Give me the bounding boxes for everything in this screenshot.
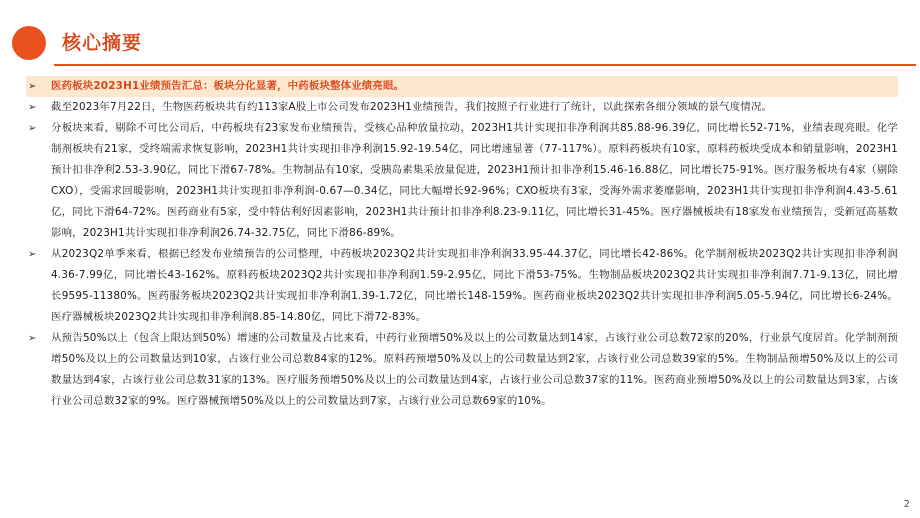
paragraph-text: 分板块来看，剔除不可比公司后，中药板块有23家发布业绩预告，受核心品种放量拉动，2023H1共计实现扣非净利润共85.88-96.39亿，同比增长52-71%，业绩表现亮眼。化学制剂板块有21家，受终端需求恢复影响，2023H1共计实现扣非净利润15.92-19.54亿，同比增速显著（77-117%）。原料药板块有10家，原料药板块受成本和销量影响，2023H1预计扣非净利2.53-3.90亿，同比下滑67-78%。生物制品有10家，受胰岛素集采放量促进，2023H1预计扣非净利15.46-16.88亿，同比增长75-91%。医疗服务板块有4家（剔除CXO），受需求回暖影响，2023H1共计实现扣非净利润-0.67—0.34亿，同比大幅增长92-96%；CXO板块有3家，受海外需求萎靡影响，2023H1共计实现扣非净利润4.43-5.61亿，同比下滑64-72%。医药商业有5家，受中特估利好因素影响，2023H1共计预计扣非净利8.23-9.11亿，同比增长31-45%。医疗器械板块有18家发布业绩预告，受新冠高基数影响，2023H1共计实现扣非净利润26.74-32.75亿，同比下滑86-89%。 xyxy=(51,122,898,239)
paragraph-text: 从预告50%以上（包含上限达到50%）增速的公司数量及占比来看，中药行业预增50%及以上的公司数量达到14家，占该行业公司总数72家的20%，行业景气度居首。化学制剂预增50%及以上的公司数量达到10家，占该行业公司总数84家的12%。原料药预增50%及以上的公司数量达到2家，占该行业公司总数39家的5%。生物制品预增50%及以上的公司数量达到4家，占该行业公司总数31家的13%。医疗服务预增50%及以上的公司数量达到4家，占该行业公司总数37家的11%。医药商业预增50%及以上的公司数量达到3家，占该行业公司总数32家的9%。医疗器械预增50%及以上的公司数量达到7家，占该行业公司总数69家的10%。 xyxy=(51,332,898,407)
paragraph-text: 医药板块2023H1业绩预告汇总：板块分化显著，中药板块整体业绩亮眼。 xyxy=(51,80,405,92)
summary-paragraph-q2 xyxy=(26,244,898,328)
summary-content xyxy=(26,76,898,412)
arrow-bullet-icon: ➢ xyxy=(28,123,37,134)
header-divider xyxy=(54,64,916,66)
arrow-bullet-icon: ➢ xyxy=(28,102,37,113)
orange-circle-logo-icon xyxy=(12,26,46,60)
paragraph-text: 截至2023年7月22日，生物医药板块共有约113家A股上市公司发布2023H1业绩预告，我们按照子行业进行了统计，以此探索各细分领域的景气度情况。 xyxy=(51,101,773,113)
paragraph-text: 从2023Q2单季来看，根据已经发布业绩预告的公司整理，中药板块2023Q2共计实现扣非净利润33.95-44.37亿，同比增长42-86%。化学制剂板块2023Q2共计实现扣非净利润4.36-7.99亿，同比增长43-162%。原料药板块2023Q2共计实现扣非净利润1.59-2.95亿，同比下滑53-75%。生物制品板块2023Q2共计实现扣非净利润7.71-9.13亿，同比增长9595-11380%。医药服务板块2023Q2共计实现扣非净利润1.39-1.72亿，同比增长148-159%。医药商业板块2023Q2共计实现扣非净利润5.05-5.94亿，同比增长6-24%。医疗器械板块2023Q2共计实现扣非净利润8.85-14.80亿，同比下滑72-83%。 xyxy=(51,248,898,323)
summary-headline xyxy=(26,76,898,97)
page-number: 2 xyxy=(903,499,910,510)
arrow-bullet-icon: ➢ xyxy=(28,81,37,92)
summary-paragraph-growth-ratio xyxy=(26,328,898,412)
arrow-bullet-icon: ➢ xyxy=(28,249,37,260)
page-header xyxy=(0,0,920,80)
summary-paragraph-overview xyxy=(26,97,898,118)
arrow-bullet-icon: ➢ xyxy=(28,333,37,344)
summary-paragraph-sectors xyxy=(26,118,898,244)
page-title: 核心摘要 xyxy=(62,32,143,54)
